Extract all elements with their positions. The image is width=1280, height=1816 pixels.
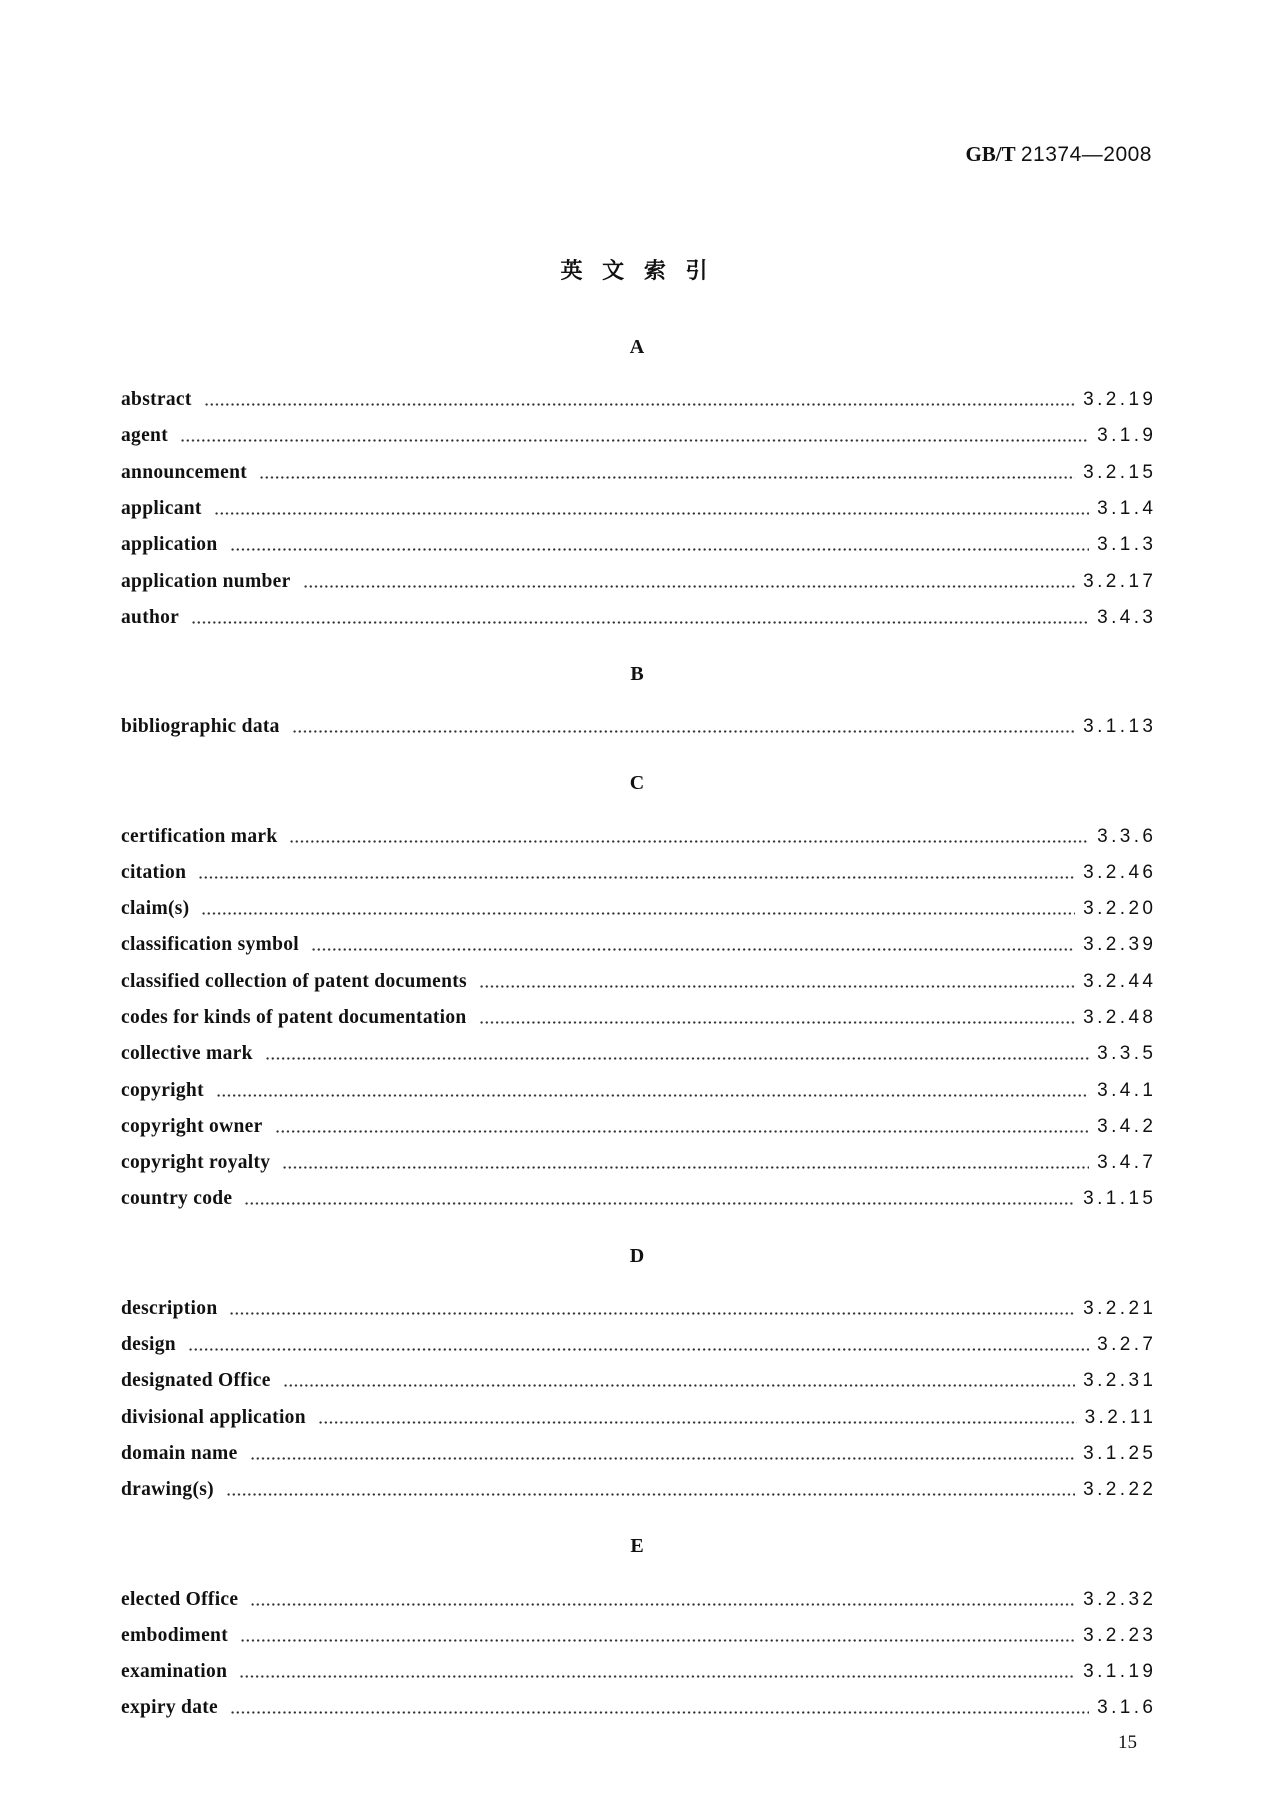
index-entry bbox=[121, 1690, 1157, 1726]
index-entry bbox=[121, 1618, 1157, 1654]
index-entry bbox=[121, 1000, 1157, 1036]
entry-ref: 3.2.11 bbox=[1084, 1406, 1157, 1428]
entry-term: codes for kinds of patent documentation bbox=[121, 1007, 467, 1028]
entry-term: claim(s) bbox=[121, 898, 190, 920]
entry-ref: 3.2.46 bbox=[1083, 861, 1157, 883]
dot-leader bbox=[250, 1457, 1076, 1460]
entry-ref: 3.2.32 bbox=[1083, 1588, 1157, 1610]
dot-leader bbox=[216, 1094, 1089, 1097]
index-entry bbox=[121, 1109, 1157, 1145]
page-title: 英 文 索 引 bbox=[560, 259, 714, 284]
entry-ref: 3.1.25 bbox=[1083, 1442, 1157, 1464]
index-section-c bbox=[121, 765, 1157, 1217]
entry-ref: 3.1.9 bbox=[1097, 425, 1157, 447]
dot-leader bbox=[204, 403, 1076, 406]
index-entry bbox=[121, 1436, 1157, 1472]
index-entry bbox=[121, 491, 1157, 527]
entry-ref: 3.1.4 bbox=[1097, 498, 1157, 520]
entry-term: certification mark bbox=[121, 825, 278, 847]
entry-ref: 3.3.6 bbox=[1097, 825, 1157, 847]
entry-ref: 3.2.7 bbox=[1097, 1334, 1157, 1356]
entry-term: expiry date bbox=[121, 1697, 218, 1719]
entry-term: bibliographic data bbox=[121, 716, 280, 738]
entry-term: embodiment bbox=[121, 1624, 228, 1646]
entry-term: application number bbox=[121, 570, 291, 592]
dot-leader bbox=[289, 840, 1089, 843]
dot-leader bbox=[275, 1130, 1090, 1133]
index-section-a bbox=[121, 329, 1157, 636]
dot-leader bbox=[244, 1202, 1075, 1205]
entry-ref: 3.3.5 bbox=[1097, 1043, 1157, 1065]
entry-ref: 3.2.20 bbox=[1083, 898, 1157, 920]
index-entry bbox=[121, 563, 1157, 599]
index-entry bbox=[121, 855, 1157, 891]
standard-prefix: GB/T bbox=[965, 142, 1016, 166]
section-letter: D bbox=[629, 1244, 645, 1267]
entry-ref: 3.2.31 bbox=[1083, 1370, 1157, 1392]
entry-term: announcement bbox=[121, 461, 248, 483]
dot-leader bbox=[226, 1493, 1075, 1496]
entry-ref: 3.1.6 bbox=[1097, 1697, 1157, 1719]
entry-term: description bbox=[121, 1297, 218, 1319]
entry-ref: 3.1.15 bbox=[1083, 1188, 1157, 1210]
dot-leader bbox=[214, 512, 1089, 515]
entry-ref: 3.1.19 bbox=[1083, 1661, 1157, 1683]
index-entry bbox=[121, 418, 1157, 454]
entry-term: copyright bbox=[121, 1079, 204, 1101]
dot-leader bbox=[479, 985, 1075, 988]
standard-number: 21374—2008 bbox=[1020, 143, 1152, 166]
dot-leader bbox=[311, 948, 1075, 951]
entry-term: designated Office bbox=[121, 1370, 271, 1392]
index-entry bbox=[121, 964, 1157, 1000]
entry-ref: 3.2.19 bbox=[1083, 389, 1157, 411]
dot-leader bbox=[230, 1711, 1089, 1714]
entry-term: drawing(s) bbox=[121, 1479, 214, 1501]
section-letter: A bbox=[629, 336, 645, 358]
entry-ref: 3.2.17 bbox=[1083, 570, 1157, 592]
index-entry bbox=[121, 455, 1157, 491]
entry-ref: 3.2.22 bbox=[1083, 1479, 1157, 1501]
entry-ref: 3.2.23 bbox=[1083, 1624, 1157, 1646]
entry-ref: 3.4.1 bbox=[1097, 1079, 1157, 1101]
dot-leader bbox=[229, 1312, 1075, 1315]
section-letter: B bbox=[630, 663, 644, 686]
entry-term: divisional application bbox=[121, 1406, 306, 1428]
dot-leader bbox=[230, 548, 1090, 551]
dot-leader bbox=[479, 1021, 1076, 1024]
dot-leader bbox=[180, 439, 1089, 442]
index-entry bbox=[121, 1654, 1157, 1690]
index-section-e bbox=[121, 1528, 1157, 1726]
entry-term: abstract bbox=[121, 389, 192, 411]
dot-leader bbox=[318, 1421, 1077, 1424]
entry-term: elected Office bbox=[121, 1588, 239, 1610]
entry-ref: 3.2.48 bbox=[1083, 1007, 1157, 1028]
index-entry bbox=[121, 1400, 1157, 1436]
entry-ref: 3.1.13 bbox=[1083, 716, 1157, 738]
entry-ref: 3.4.3 bbox=[1097, 606, 1157, 628]
entry-term: examination bbox=[121, 1661, 228, 1683]
entry-ref: 3.2.39 bbox=[1083, 934, 1157, 956]
entry-term: application bbox=[121, 534, 218, 556]
entry-ref: 3.2.21 bbox=[1083, 1297, 1157, 1319]
entry-ref: 3.2.44 bbox=[1083, 970, 1157, 992]
index-entry bbox=[121, 1036, 1157, 1072]
entry-term: domain name bbox=[121, 1442, 238, 1464]
index-entry bbox=[121, 1581, 1157, 1617]
dot-leader bbox=[191, 621, 1089, 624]
entry-ref: 3.1.3 bbox=[1097, 534, 1157, 556]
dot-leader bbox=[265, 1057, 1089, 1060]
index-entry bbox=[121, 818, 1157, 854]
entry-term: citation bbox=[121, 861, 187, 883]
index-entry bbox=[121, 1072, 1157, 1108]
index-entry bbox=[121, 1472, 1157, 1508]
dot-leader bbox=[282, 1166, 1089, 1169]
index-entry bbox=[121, 1363, 1157, 1399]
entry-term: design bbox=[121, 1334, 176, 1356]
index-entry bbox=[121, 382, 1157, 418]
english-index bbox=[121, 329, 1157, 1727]
dot-leader bbox=[201, 912, 1075, 915]
dot-leader bbox=[292, 730, 1075, 733]
dot-leader bbox=[198, 876, 1075, 879]
dot-leader bbox=[239, 1675, 1075, 1678]
dot-leader bbox=[250, 1603, 1075, 1606]
index-entry bbox=[121, 709, 1157, 745]
dot-leader bbox=[259, 476, 1075, 479]
entry-term: country code bbox=[121, 1188, 233, 1210]
index-entry bbox=[121, 1291, 1157, 1327]
entry-ref: 3.2.15 bbox=[1083, 461, 1157, 483]
page-header bbox=[965, 141, 1152, 168]
dot-leader bbox=[188, 1348, 1089, 1351]
index-entry bbox=[121, 1181, 1157, 1217]
index-entry bbox=[121, 1145, 1157, 1181]
page-number: 15 bbox=[1118, 1732, 1137, 1753]
section-letter: C bbox=[629, 772, 645, 795]
entry-term: classified collection of patent documents bbox=[121, 970, 467, 992]
entry-ref: 3.4.7 bbox=[1097, 1152, 1157, 1174]
dot-leader bbox=[303, 585, 1076, 588]
index-section-b bbox=[121, 656, 1157, 745]
index-entry bbox=[121, 927, 1157, 963]
index-entry bbox=[121, 891, 1157, 927]
section-letter: E bbox=[630, 1535, 644, 1558]
entry-term: applicant bbox=[121, 498, 202, 520]
dot-leader bbox=[283, 1384, 1075, 1387]
entry-term: agent bbox=[121, 425, 168, 447]
entry-term: classification symbol bbox=[121, 934, 300, 956]
entry-term: collective mark bbox=[121, 1043, 253, 1065]
index-section-d bbox=[121, 1238, 1157, 1509]
index-entry bbox=[121, 600, 1157, 636]
entry-term: author bbox=[121, 606, 180, 628]
entry-ref: 3.4.2 bbox=[1097, 1115, 1157, 1137]
index-entry bbox=[121, 527, 1157, 563]
entry-term: copyright owner bbox=[121, 1115, 263, 1137]
index-entry bbox=[121, 1327, 1157, 1363]
dot-leader bbox=[240, 1639, 1075, 1642]
entry-term: copyright royalty bbox=[121, 1152, 271, 1174]
